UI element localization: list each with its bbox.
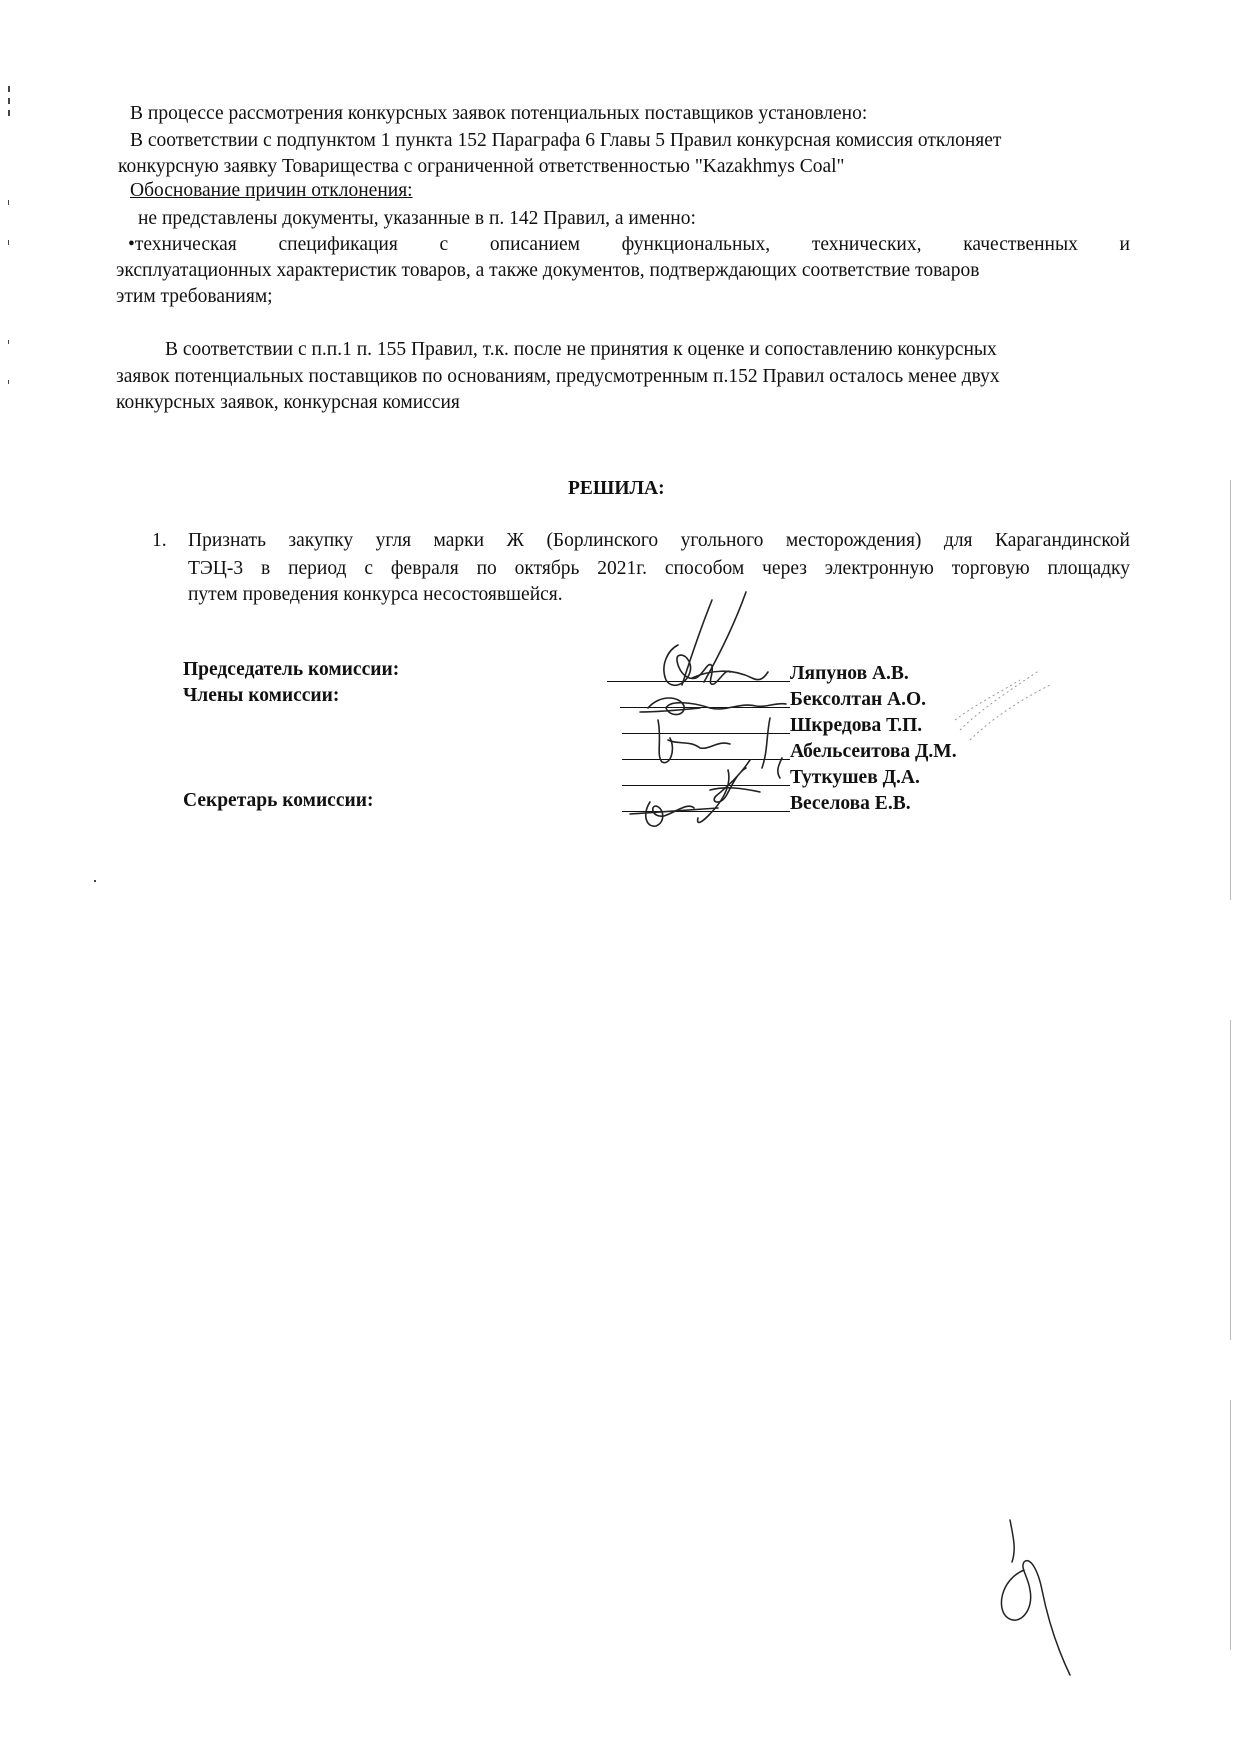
reason-line-1: не представлены документы, указанные в п. 142 Правил, а именно: [138,208,696,229]
signatory-name: Веселова Е.В. [790,793,911,814]
faint-mark [950,660,1060,750]
reason-heading: Обоснование причин отклонения: [130,180,413,201]
signatory-name: Абельсеитова Д.М. [790,741,957,762]
scan-mark [8,340,9,344]
signatory-name: Бексолтан А.О. [790,689,927,710]
decision-heading: РЕШИЛА: [568,478,665,499]
scan-edge [1230,1400,1231,1650]
intro-line-3: конкурсную заявку Товарищества с ограниченной ответственностью "Kazakhmys Coal" [118,156,845,177]
handwritten-signatures [600,590,923,840]
scan-mark [8,380,9,384]
scan-mark [94,880,96,882]
initials-mark [990,1510,1100,1680]
scan-mark [8,200,9,205]
reason-line-2: •техническая спецификация с описанием функциональных, технических, качественных и [128,234,1130,255]
reason-line-4: этим требованиям; [116,286,273,307]
decision-line-3: путем проведения конкурса несостоявшейся. [188,584,563,605]
reason-line-3: эксплуатационных характеристик товаров, а также документов, подтверждающих соответствие товаров [116,260,980,281]
decision-line-1: Признать закупку угля марки Ж (Борлинского угольного месторождения) для Карагандинской [188,530,1130,551]
scan-edge [1230,480,1231,900]
scan-mark [8,240,9,245]
scan-mark [8,110,10,116]
signatory-name: Туткушев Д.А. [790,767,920,788]
secretary-label: Секретарь комиссии: [183,790,374,811]
intro-line-1: В процессе рассмотрения конкурсных заявок потенциальных поставщиков установлено: [130,103,868,124]
paragraph2-line-3: конкурсных заявок, конкурсная комиссия [116,392,460,413]
intro-line-2: В соответствии с подпунктом 1 пункта 152 Параграфа 6 Главы 5 Правил конкурсная комиссия отклоняет [130,130,1002,151]
scan-edge [1230,1020,1231,1340]
decision-number: 1. [152,530,167,551]
scan-mark [8,86,10,92]
decision-line-2: ТЭЦ-3 в период с февраля по октябрь 2021г. способом через электронную торговую площадку [188,558,1130,579]
members-label: Члены комиссии: [183,685,340,706]
chairman-label: Председатель комиссии: [183,659,400,680]
signatory-name: Ляпунов А.В. [790,663,909,684]
paragraph2-line-2: заявок потенциальных поставщиков по основаниям, предусмотренным п.152 Правил осталось менее двух [116,366,1000,387]
scan-mark [8,98,10,104]
paragraph2-line-1: В соответствии с п.п.1 п. 155 Правил, т.к. после не принятия к оценке и сопоставлению конкурсных [165,339,997,360]
signatory-name: Шкредова Т.П. [790,715,923,736]
